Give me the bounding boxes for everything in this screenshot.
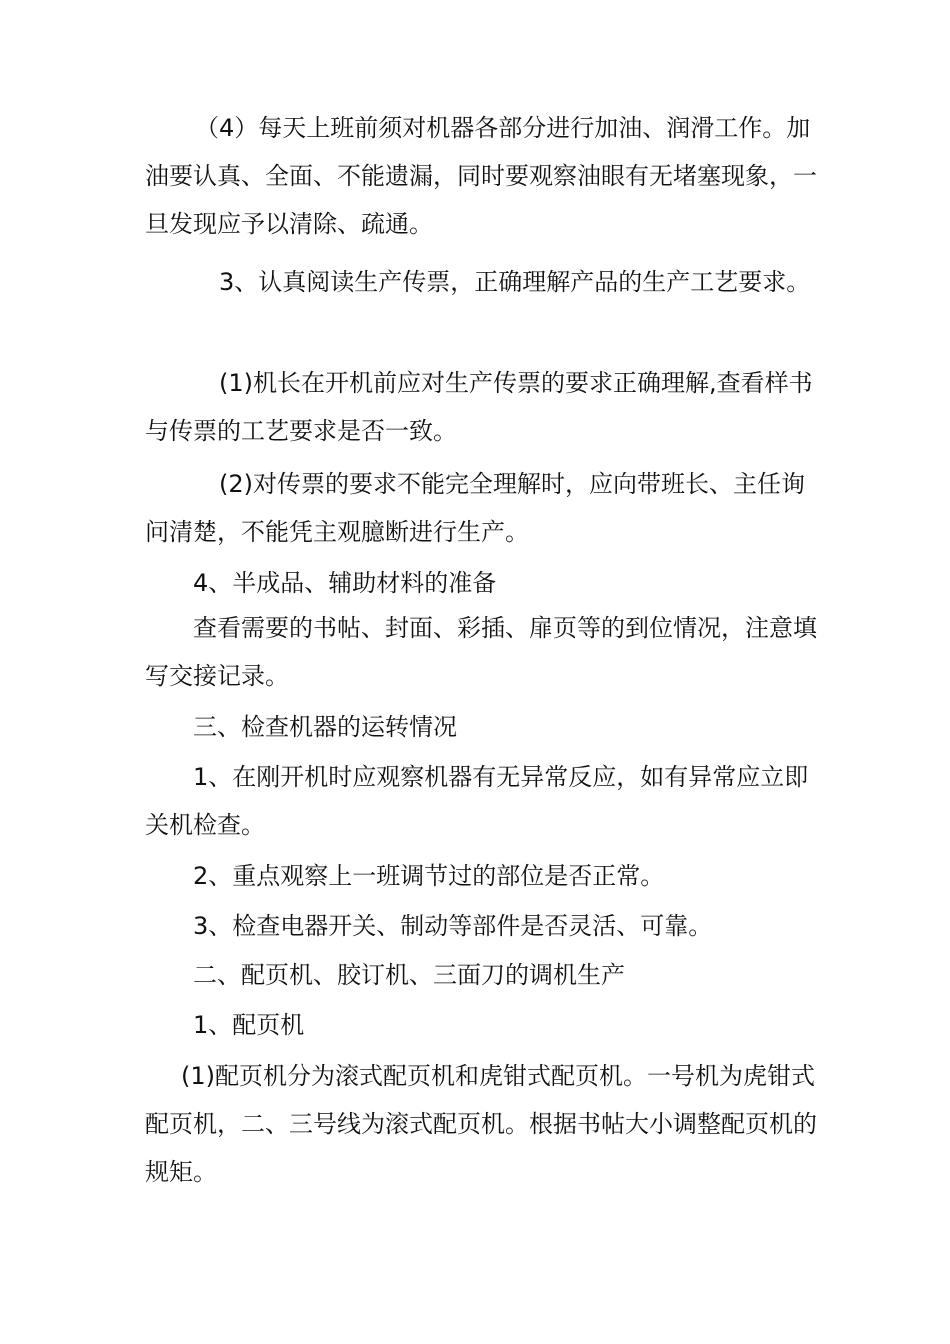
paragraph-collator-types: (1)配页机分为滚式配页机和虎钳式配页机。一号机为虎钳式配页机，二、三号线为滚式配页机。根据书帖大小调整配页机的规矩。 [145, 1062, 817, 1186]
paragraph-startup-observe: 1、在刚开机时应观察机器有无异常反应，如有异常应立即关机检查。 [145, 763, 809, 839]
paragraph-oiling: （4）每天上班前须对机器各部分进行加油、润滑工作。加油要认真、全面、不能遗漏，同时要观察油眼有无堵塞现象，一旦发现应予以清除、疏通。 [145, 114, 817, 238]
section-heading-machine-check: 三、检查机器的运转情况 [193, 713, 457, 741]
paragraph-electrical-check: 3、检查电器开关、制动等部件是否灵活、可靠。 [193, 912, 713, 940]
paragraph-ticket-questions: (2)对传票的要求不能完全理解时，应向带班长、主任询问清楚，不能凭主观臆断进行生产。 [145, 470, 805, 546]
paragraph-ticket-check: (1)机长在开机前应对生产传票的要求正确理解,查看样书与传票的工艺要求是否一致。 [145, 369, 813, 445]
section-heading-machine-setup: 二、配页机、胶订机、三面刀的调机生产 [193, 961, 625, 989]
subheading-collator: 1、配页机 [193, 1011, 305, 1039]
paragraph-materials-heading: 4、半成品、辅助材料的准备 [193, 569, 497, 597]
paragraph-adjusted-parts: 2、重点观察上一班调节过的部位是否正常。 [193, 862, 665, 890]
paragraph-materials-check: 查看需要的书帖、封面、彩插、扉页等的到位情况，注意填写交接记录。 [145, 614, 817, 690]
paragraph-read-ticket: 3、认真阅读生产传票，正确理解产品的生产工艺要求。 [219, 268, 811, 296]
